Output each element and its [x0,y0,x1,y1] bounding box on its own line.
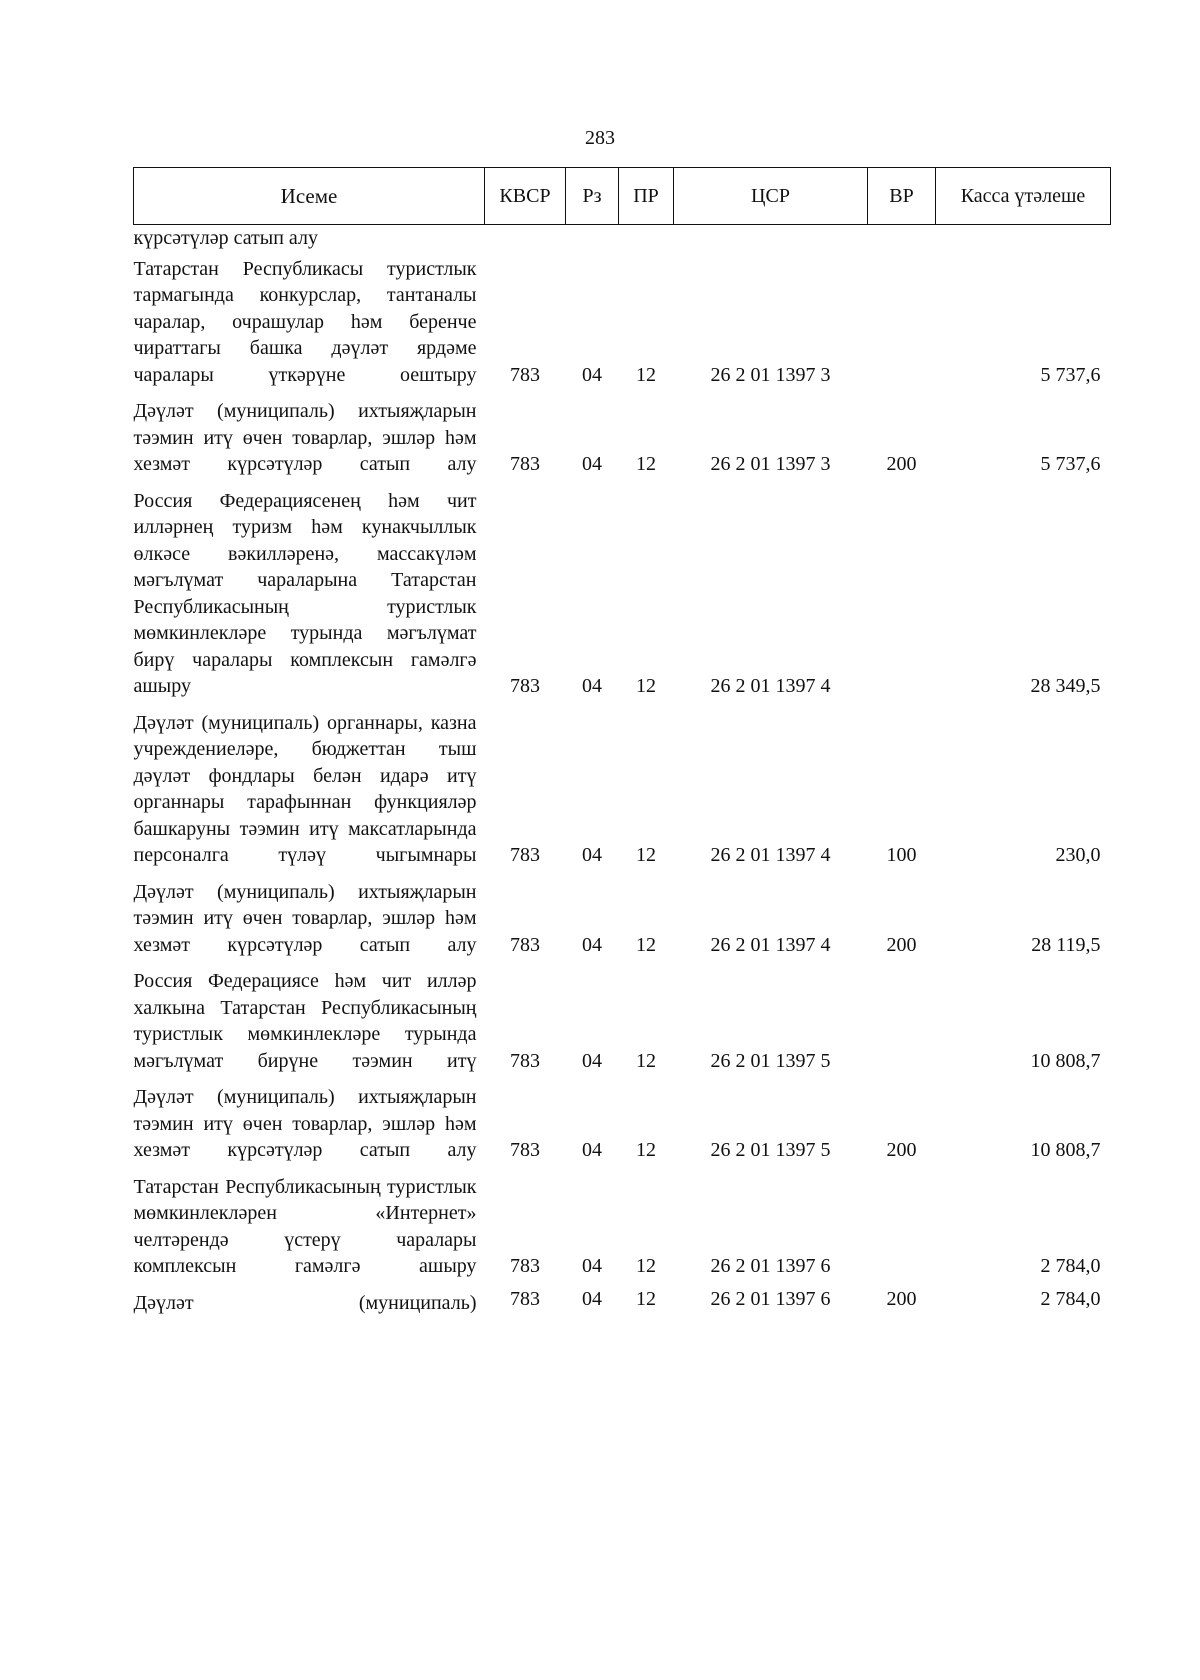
cell-name: Дәүләт (муниципаль) ихтыяҗларын тәэмин итү өчен товарлар, эшләр һәм хезмәт күрсәтүләр сатып алу [133,400,477,475]
table-row [134,1286,1111,1323]
continuation-row [134,225,1111,252]
cell-csr: 26 2 01 1397 6 [710,1287,831,1310]
table-row [134,252,1111,395]
cell-csr: 26 2 01 1397 5 [710,1049,831,1072]
cell-pr: 12 [636,453,656,475]
cell-csr: 26 2 01 1397 4 [710,844,831,866]
table-row [134,1170,1111,1286]
cell-kvsr: 783 [510,1287,540,1310]
header-name: Исеме [134,168,485,225]
cell-vr: 200 [886,453,917,475]
cell-vr: 200 [886,1139,917,1161]
header-sum: Касса үтәлеше [936,168,1111,225]
cell-rz: 04 [582,933,602,956]
cell-pr: 12 [636,675,656,697]
table-row [134,484,1111,706]
cell-rz: 04 [582,1255,602,1277]
cell-rz: 04 [582,1139,602,1161]
cell-sum: 2 784,0 [1040,1287,1101,1310]
cell-vr: 100 [886,844,917,866]
cell-pr: 12 [636,1139,656,1161]
table-row [134,875,1111,965]
cell-name: Россия Федерациясенең һәм чит илләрнең туризм һәм кунакчыллык өлкәсе вәкилләренә, массакүләм мәгълүмат чараларына Татарстан Республикасының туристлык мөмкинлекләре турында мәгълүмат бирү чаралары комплексын гамәлгә ашыру [133,489,477,697]
header-vr: ВР [868,168,936,225]
cell-pr: 12 [636,1255,656,1277]
cell-name: Дәүләт (муниципаль) ихтыяҗларын тәэмин итү өчен товарлар, эшләр һәм хезмәт күрсәтүләр сатып алу [133,1086,477,1161]
cell-rz: 04 [582,1287,602,1310]
cell-csr: 26 2 01 1397 5 [710,1139,831,1161]
cell-sum: 5 737,6 [1040,453,1101,475]
cell-rz: 04 [582,844,602,866]
cell-pr: 12 [636,363,656,386]
cell-kvsr: 783 [510,453,540,475]
cell-kvsr: 783 [510,933,540,956]
cell-rz: 04 [582,675,602,697]
cell-vr [868,964,936,1080]
cell-csr: 26 2 01 1397 3 [710,453,831,475]
table-header [134,168,1111,225]
cell-name: Татарстан Республикасы туристлык тармагында конкурслар, тантаналы чаралар, очрашулар һәм беренче чираттагы башка дәүләт ярдәме чаралары үткәрүне оештыру [133,257,477,386]
cell-vr: 200 [886,1287,917,1310]
table-row [134,706,1111,875]
table-row [134,1080,1111,1170]
cell-csr: 26 2 01 1397 6 [710,1255,831,1277]
cell-name: Дәүләт (муниципаль) органнары, казна учреждениеләре, бюджеттан тыш дәүләт фондлары белән идарә итү органнары тарафыннан функцияләр башкаруны тәэмин итү максатларында персоналга түләү чыгымнары [133,711,477,866]
cell-pr: 12 [636,933,656,956]
cell-csr: 26 2 01 1397 3 [710,363,831,386]
cell-pr: 12 [636,1049,656,1072]
cell-rz: 04 [582,453,602,475]
cell-rz: 04 [582,363,602,386]
cell-vr [868,252,936,395]
cell-sum: 28 349,5 [1030,675,1101,697]
header-rz: Рз [566,168,619,225]
cell-sum: 10 808,7 [1030,1049,1101,1072]
budget-table [133,167,1111,1322]
cell-sum: 2 784,0 [1040,1255,1101,1277]
cell-kvsr: 783 [510,1049,540,1072]
cell-sum: 10 808,7 [1030,1139,1101,1161]
cell-csr: 26 2 01 1397 4 [710,933,831,956]
header-csr: ЦСР [674,168,868,225]
continuation-text: күрсәтүләр сатып алу [133,227,318,249]
cell-name: Дәүләт (муниципаль) ихтыяҗларын тәэмин итү өчен товарлар, эшләр һәм хезмәт күрсәтүләр сатып алу [133,880,477,956]
cell-pr: 12 [636,844,656,866]
cell-rz: 04 [582,1049,602,1072]
table-body [134,225,1111,1323]
cell-kvsr: 783 [510,1139,540,1161]
cell-kvsr: 783 [510,363,540,386]
cell-vr [868,1170,936,1286]
cell-kvsr: 783 [510,675,540,697]
cell-csr: 26 2 01 1397 4 [710,675,831,697]
table-row [134,394,1111,484]
cell-name: Россия Федерациясе һәм чит илләр халкына Татарстан Республикасының туристлык мөмкинлекләре турында мәгълүмат бирүне тәэмин итү [133,970,477,1072]
cell-sum: 5 737,6 [1040,363,1101,386]
cell-kvsr: 783 [510,1255,540,1277]
cell-kvsr: 783 [510,844,540,866]
cell-vr [868,484,936,706]
cell-vr: 200 [886,933,917,956]
cell-sum: 230,0 [1055,844,1101,866]
cell-name: Дәүләт (муниципаль) [133,1291,477,1314]
cell-pr: 12 [636,1287,656,1310]
header-kvsr: КВСР [485,168,566,225]
cell-name: Татарстан Республикасының туристлык мөмкинлекләрен «Интернет» челтәрендә үстерү чаралары комплексын гамәлгә ашыру [133,1175,477,1277]
page-number: 283 [585,127,615,149]
table-row [134,964,1111,1080]
header-pr: ПР [619,168,674,225]
cell-sum: 28 119,5 [1031,933,1101,956]
